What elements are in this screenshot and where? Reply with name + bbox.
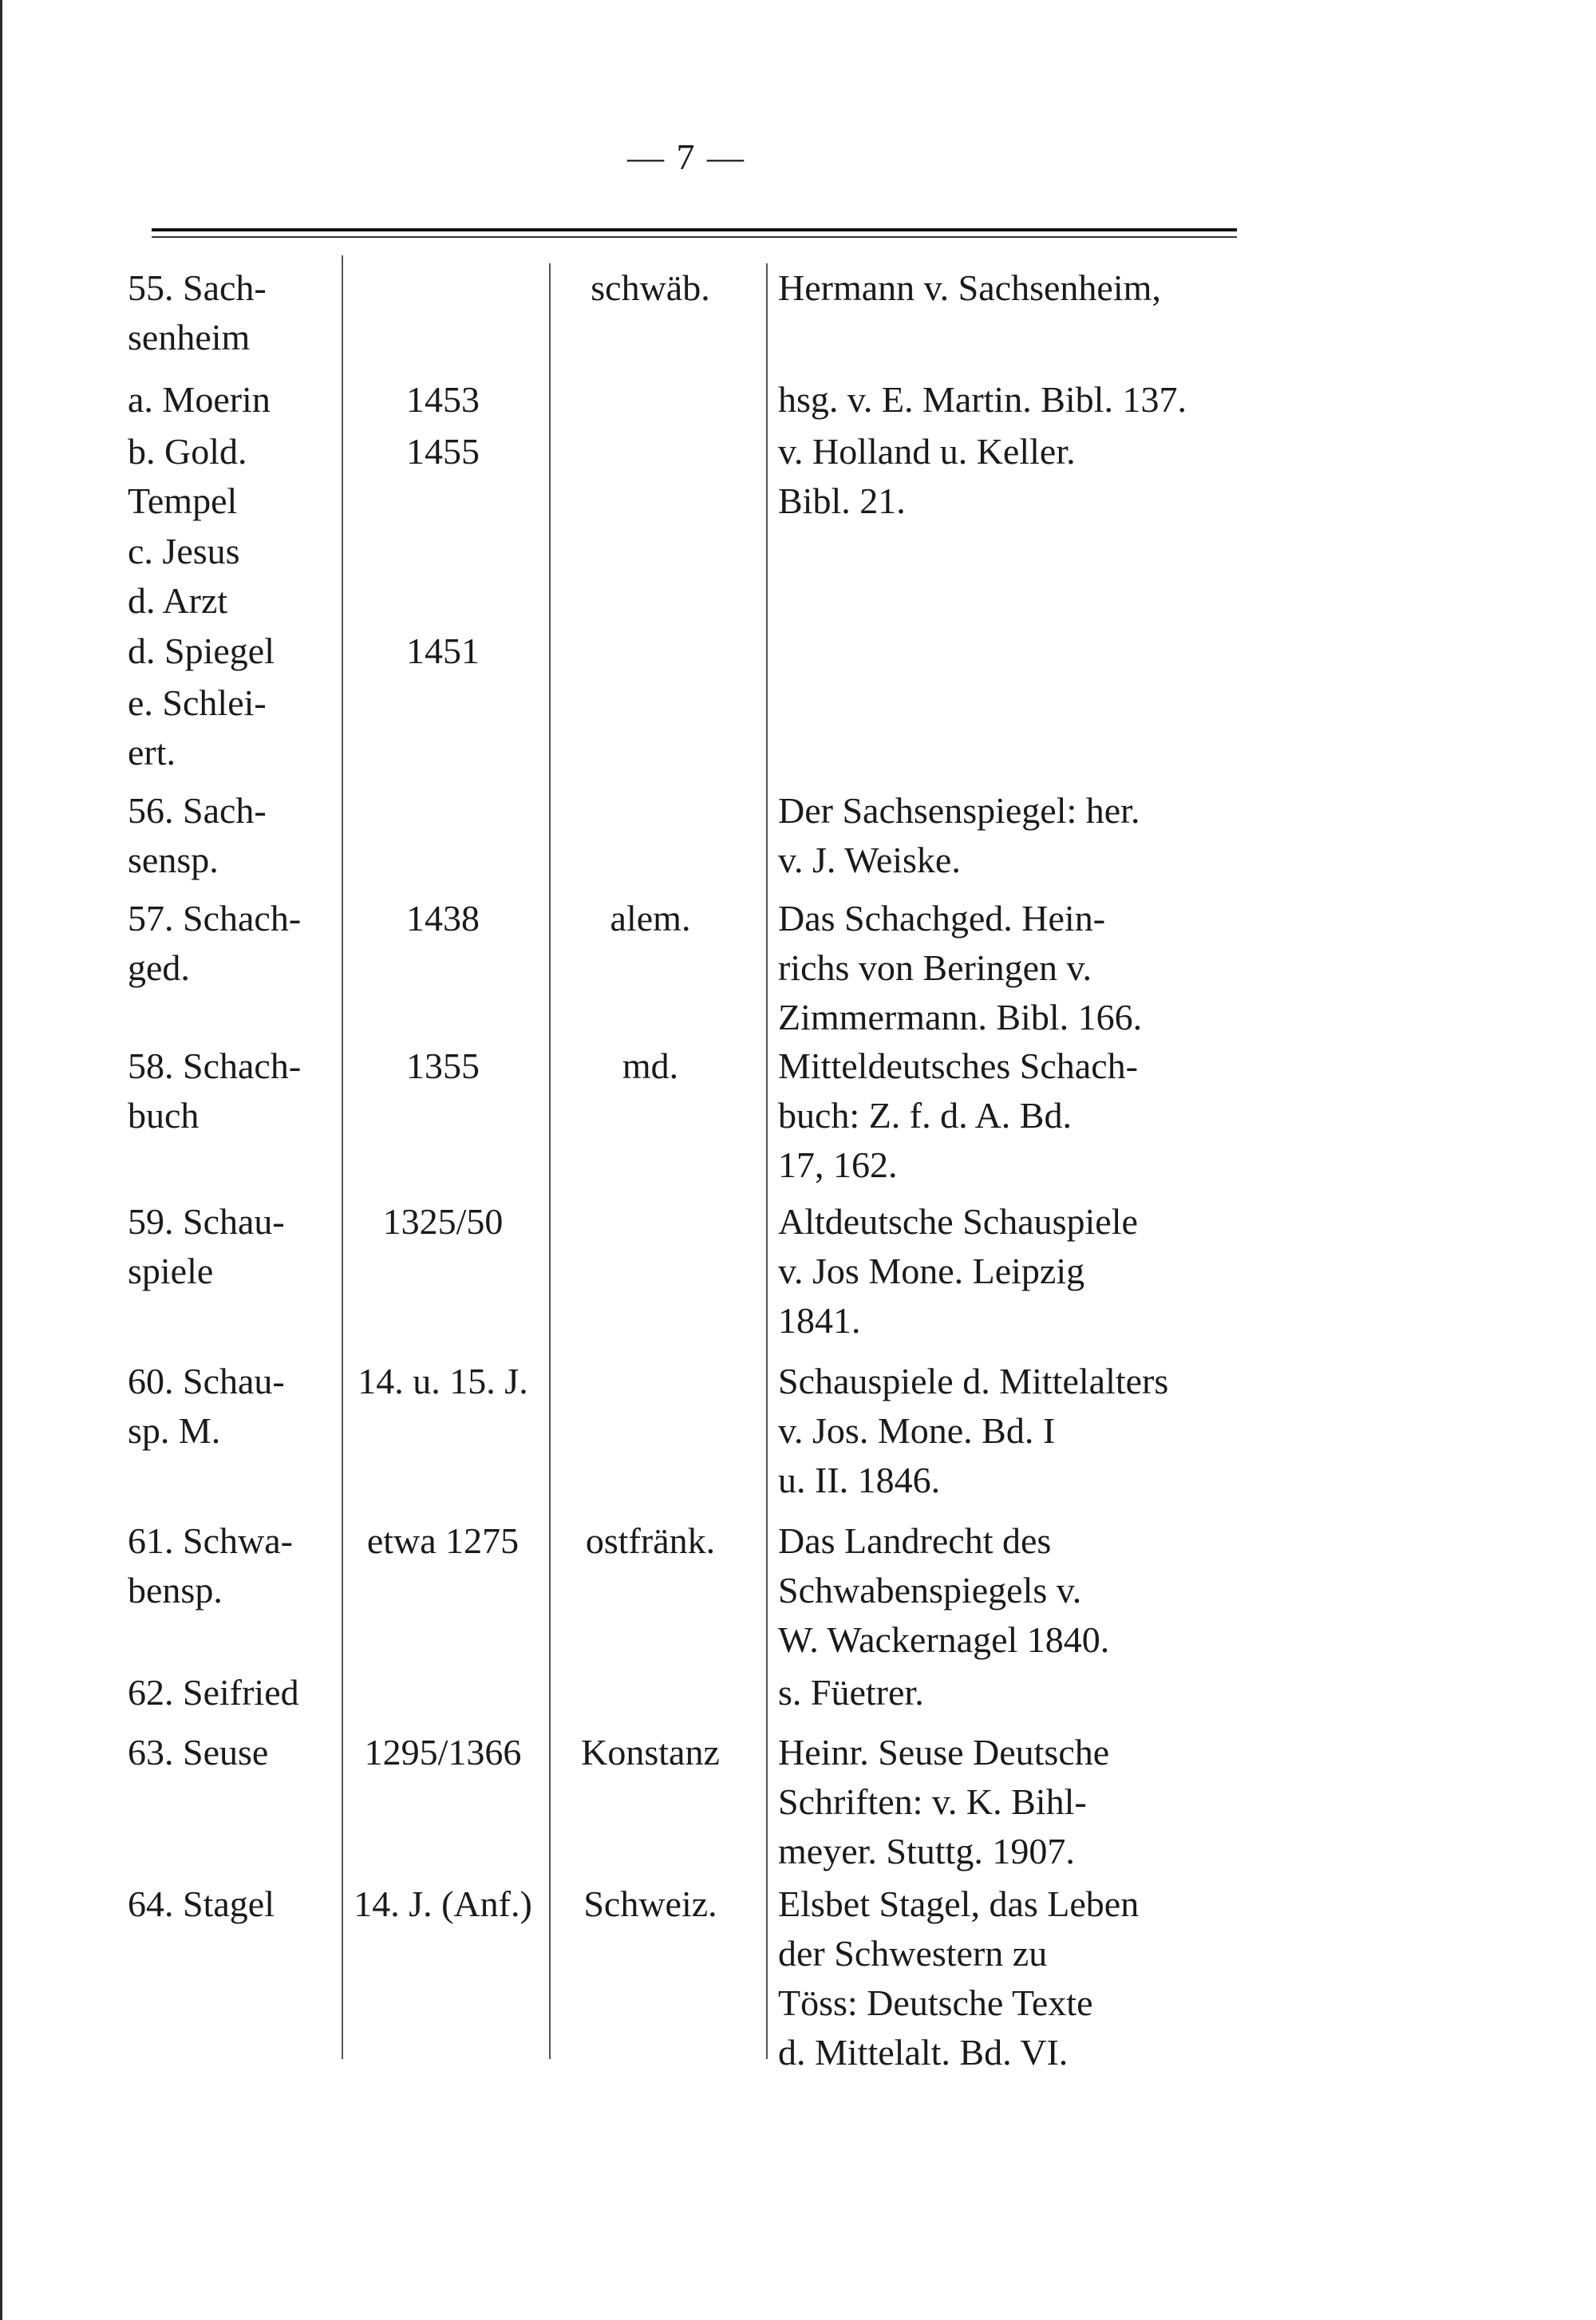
row-date: 1451 [406,630,480,671]
row-dialect: ostfränk. [585,1520,716,1561]
row-source: Der Sachsenspiegel: her. v. J. Weiske. [778,790,1140,880]
row-title: 60. Schau- sp. M. [128,1361,285,1451]
row-title: 55. Sach- senheim [128,267,267,358]
header-rule [152,228,1237,231]
column-separator-3 [766,263,768,2059]
row-dialect: schwäb. [591,267,710,308]
row-title: a. Moerin [128,379,271,420]
row-title: d. Spiegel [128,630,275,671]
row-date: etwa 1275 [366,1520,519,1561]
header-rule-thin [152,236,1237,238]
row-source: Hermann v. Sachsenheim, [778,267,1161,308]
row-source: Elsbet Stagel, das Leben der Schwestern zu Töss: Deutsche Texte d. Mittelalt. Bd. VI. [778,1883,1140,2073]
row-dialect: Konstanz [581,1732,720,1773]
column-separator-2 [549,263,551,2059]
row-date: 14. J. (Anf.) [354,1883,532,1924]
row-date: 1295/1366 [364,1732,522,1773]
row-title: 57. Schach- ged. [128,898,302,988]
row-dialect: alem. [610,898,691,939]
row-date: 14. u. 15. J. [358,1361,528,1401]
row-title: 59. Schau- spiele [128,1201,285,1291]
row-source: Das Schachged. Hein- richs von Beringen v. Zimmermann. Bibl. 166. [778,898,1143,1037]
row-date: 1453 [406,379,480,420]
row-title: 63. Seuse [128,1732,269,1773]
row-title: 56. Sach- sensp. [128,790,267,880]
row-source: Schauspiele d. Mittelalters v. Jos. Mone. Bd. I u. II. 1846. [778,1361,1169,1500]
page-edge-line [0,0,2,2320]
row-source: s. Füetrer. [778,1672,924,1713]
row-dialect: md. [622,1045,679,1086]
row-dialect: Schweiz. [583,1883,717,1924]
row-title: b. Gold. Tempel [128,431,247,521]
row-source: v. Holland u. Keller. Bibl. 21. [778,431,1076,521]
row-source: hsg. v. E. Martin. Bibl. 137. [778,379,1187,420]
row-title: 64. Stagel [128,1883,275,1924]
row-source: Das Landrecht des Schwabenspiegels v. W. Wackernagel 1840. [778,1520,1110,1660]
row-title: 58. Schach- buch [128,1045,302,1136]
row-title: 62. Seifried [128,1672,299,1713]
row-date: 1455 [406,431,480,472]
row-title: 61. Schwa- bensp. [128,1520,293,1611]
row-title: e. Schlei- ert. [128,682,267,773]
row-source: Altdeutsche Schauspiele v. Jos Mone. Leipzig 1841. [778,1201,1138,1341]
column-separator-1 [342,255,343,2059]
row-title: c. Jesus d. Arzt [128,531,240,621]
row-source: Heinr. Seuse Deutsche Schriften: v. K. Bihl- meyer. Stuttg. 1907. [778,1732,1110,1871]
row-date: 1355 [406,1045,480,1086]
row-date: 1325/50 [382,1201,504,1242]
row-date: 1438 [406,898,480,939]
row-source: Mitteldeutsches Schach- buch: Z. f. d. A. Bd. 17, 162. [778,1045,1138,1185]
page-number: — 7 — [627,136,745,177]
